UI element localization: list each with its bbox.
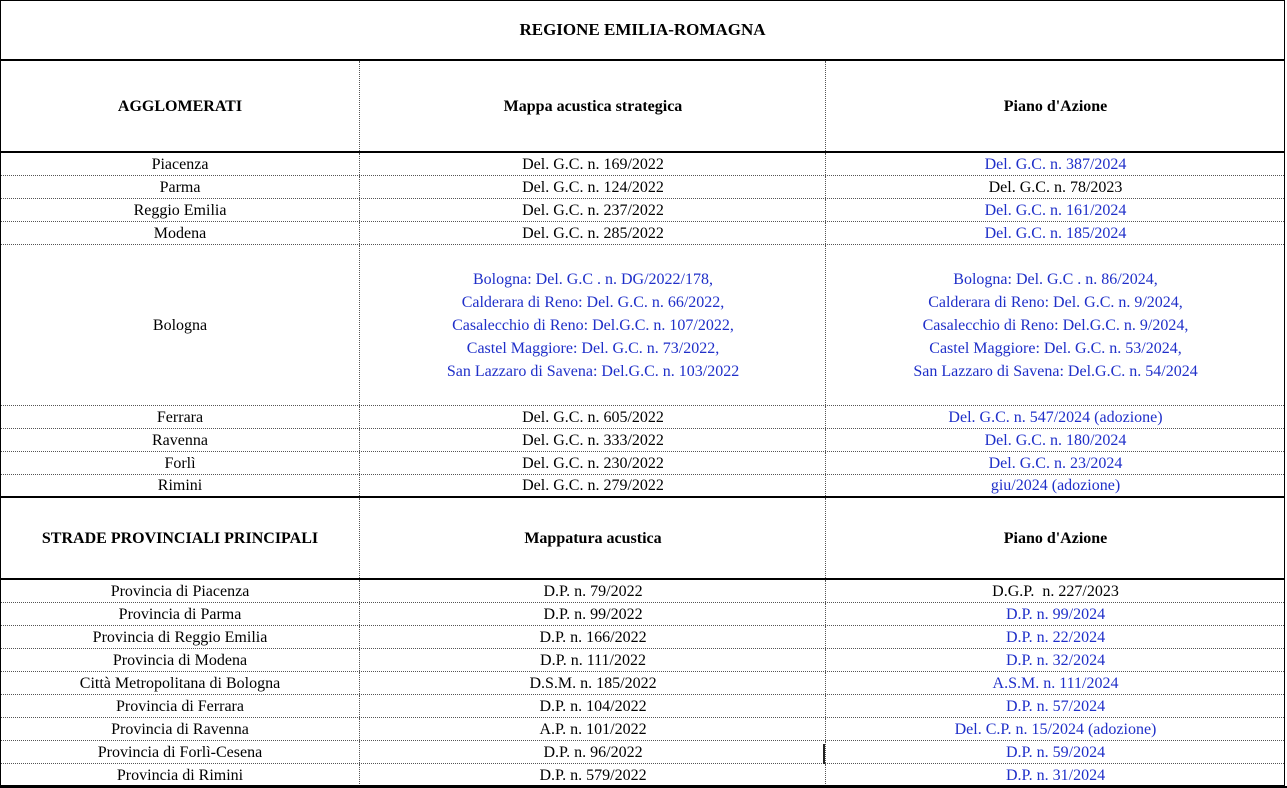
- table-title: REGIONE EMILIA-ROMAGNA: [519, 20, 766, 39]
- row-piano: D.P. n. 99/2024: [825, 603, 1285, 625]
- row-mappa: Del. G.C. n. 279/2022: [359, 475, 826, 496]
- row-name: Ferrara: [156, 408, 204, 426]
- row-name: Provincia di Ferrara: [116, 697, 244, 715]
- table-row: [1, 222, 1284, 245]
- row-name: Parma: [159, 178, 201, 196]
- table-row: [1, 199, 1284, 222]
- bologna-piano-line: Bologna: Del. G.C . n. 86/2024,: [953, 270, 1158, 288]
- row-name: Provincia di Forlì-Cesena: [97, 743, 263, 761]
- row-name: Provincia di Rimini: [116, 766, 244, 784]
- row-piano: Del. G.C. n. 387/2024: [825, 153, 1285, 175]
- row-name: Modena: [153, 224, 207, 242]
- row-mappa: D.P. n. 166/2022: [359, 626, 826, 648]
- bologna-piano-list: [825, 245, 1285, 405]
- table-row: [1, 649, 1284, 672]
- row-name: Provincia di Ravenna: [111, 720, 249, 738]
- row-mappa: D.P. n. 99/2022: [359, 603, 826, 625]
- row-piano: D.P. n. 57/2024: [825, 695, 1285, 717]
- header-mappa-acustica-strategica: Mappa acustica strategica: [359, 61, 826, 151]
- row-name: Città Metropolitana di Bologna: [79, 674, 281, 692]
- table-row: [1, 429, 1284, 452]
- bologna-mappa-line: Casalecchio di Reno: Del.G.C. n. 107/2022,: [452, 316, 734, 334]
- row-mappa: D.P. n. 104/2022: [359, 695, 826, 717]
- table-row: [1, 718, 1284, 741]
- header-strade-provinciali: STRADE PROVINCIALI PRINCIPALI: [41, 529, 319, 547]
- row-name: Rimini: [157, 477, 203, 494]
- row-name: Provincia di Piacenza: [110, 582, 250, 600]
- header-agglomerati: AGGLOMERATI: [117, 97, 243, 115]
- row-mappa: D.P. n. 579/2022: [359, 764, 826, 786]
- bologna-mappa-line: Castel Maggiore: Del. G.C. n. 73/2022,: [466, 339, 720, 357]
- row-mappa: D.P. n. 96/2022: [359, 741, 826, 763]
- row-mappa: Del. G.C. n. 230/2022: [359, 452, 826, 474]
- row-piano: Del. G.C. n. 78/2023: [825, 176, 1285, 198]
- row-mappa: Del. G.C. n. 285/2022: [359, 222, 826, 244]
- table-row: [1, 475, 1284, 498]
- row-piano: D.P. n. 32/2024: [825, 649, 1285, 671]
- row-mappa: D.P. n. 79/2022: [359, 580, 826, 602]
- table-row: [1, 741, 1284, 764]
- table-row: [1, 580, 1284, 603]
- table-row: [1, 672, 1284, 695]
- row-name: Provincia di Parma: [118, 605, 242, 623]
- bologna-mappa-line: Bologna: Del. G.C . n. DG/2022/178,: [473, 270, 713, 288]
- row-piano: Del. G.C. n. 180/2024: [825, 429, 1285, 451]
- row-mappa: A.P. n. 101/2022: [359, 718, 826, 740]
- row-mappa: D.P. n. 111/2022: [359, 649, 826, 671]
- header-piano-azione: Piano d'Azione: [825, 61, 1285, 151]
- row-name: Reggio Emilia: [133, 201, 227, 219]
- row-name: Ravenna: [152, 431, 208, 449]
- bologna-piano-line: Castel Maggiore: Del. G.C. n. 53/2024,: [929, 339, 1182, 357]
- table-row: [1, 626, 1284, 649]
- row-mappa: Del. G.C. n. 237/2022: [359, 199, 826, 221]
- table-row: [1, 176, 1284, 199]
- row-piano: Del. G.C. n. 547/2024 (adozione): [825, 406, 1285, 428]
- table-row: [1, 153, 1284, 176]
- header-mappatura-acustica: Mappatura acustica: [359, 498, 826, 578]
- table-row: [1, 603, 1284, 626]
- bologna-mappa-list: [359, 245, 826, 405]
- row-piano: giu/2024 (adozione): [825, 475, 1285, 496]
- row-name: Bologna: [152, 316, 208, 334]
- row-piano: D.P. n. 59/2024: [825, 741, 1285, 763]
- row-piano: Del. G.C. n. 185/2024: [825, 222, 1285, 244]
- strade-header-row: [1, 498, 1284, 580]
- row-piano: Del. C.P. n. 15/2024 (adozione): [825, 718, 1285, 740]
- bologna-mappa-line: Calderara di Reno: Del. G.C. n. 66/2022,: [461, 293, 725, 311]
- row-piano: A.S.M. n. 111/2024: [825, 672, 1285, 694]
- table-row: [1, 452, 1284, 475]
- row-piano: Del. G.C. n. 161/2024: [825, 199, 1285, 221]
- row-mappa: Del. G.C. n. 124/2022: [359, 176, 826, 198]
- title-row: [1, 0, 1284, 61]
- agglomerati-header-row: [1, 61, 1284, 153]
- row-name: Provincia di Reggio Emilia: [92, 628, 268, 646]
- table-row: [1, 406, 1284, 429]
- bologna-mappa-line: San Lazzaro di Savena: Del.G.C. n. 103/2022: [446, 362, 740, 380]
- row-mappa: Del. G.C. n. 605/2022: [359, 406, 826, 428]
- table-row: [1, 695, 1284, 718]
- row-piano: D.P. n. 31/2024: [825, 764, 1285, 786]
- bologna-piano-line: Casalecchio di Reno: Del.G.C. n. 9/2024,: [922, 316, 1189, 334]
- cell-cursor-marker: [823, 744, 825, 764]
- row-piano: D.G.P. n. 227/2023: [825, 580, 1285, 602]
- row-name: Provincia di Modena: [112, 651, 248, 669]
- header-piano-azione: Piano d'Azione: [825, 498, 1285, 578]
- row-piano: D.P. n. 22/2024: [825, 626, 1285, 648]
- row-name: Piacenza: [151, 155, 209, 173]
- row-mappa: D.S.M. n. 185/2022: [359, 672, 826, 694]
- table-row: [1, 764, 1284, 786]
- row-name: Forlì: [164, 454, 196, 472]
- row-piano: Del. G.C. n. 23/2024: [825, 452, 1285, 474]
- table-row-bologna: [1, 245, 1284, 406]
- row-mappa: Del. G.C. n. 169/2022: [359, 153, 826, 175]
- row-mappa: Del. G.C. n. 333/2022: [359, 429, 826, 451]
- bologna-piano-line: Calderara di Reno: Del. G.C. n. 9/2024,: [928, 293, 1183, 311]
- bologna-piano-line: San Lazzaro di Savena: Del.G.C. n. 54/2024: [913, 362, 1198, 380]
